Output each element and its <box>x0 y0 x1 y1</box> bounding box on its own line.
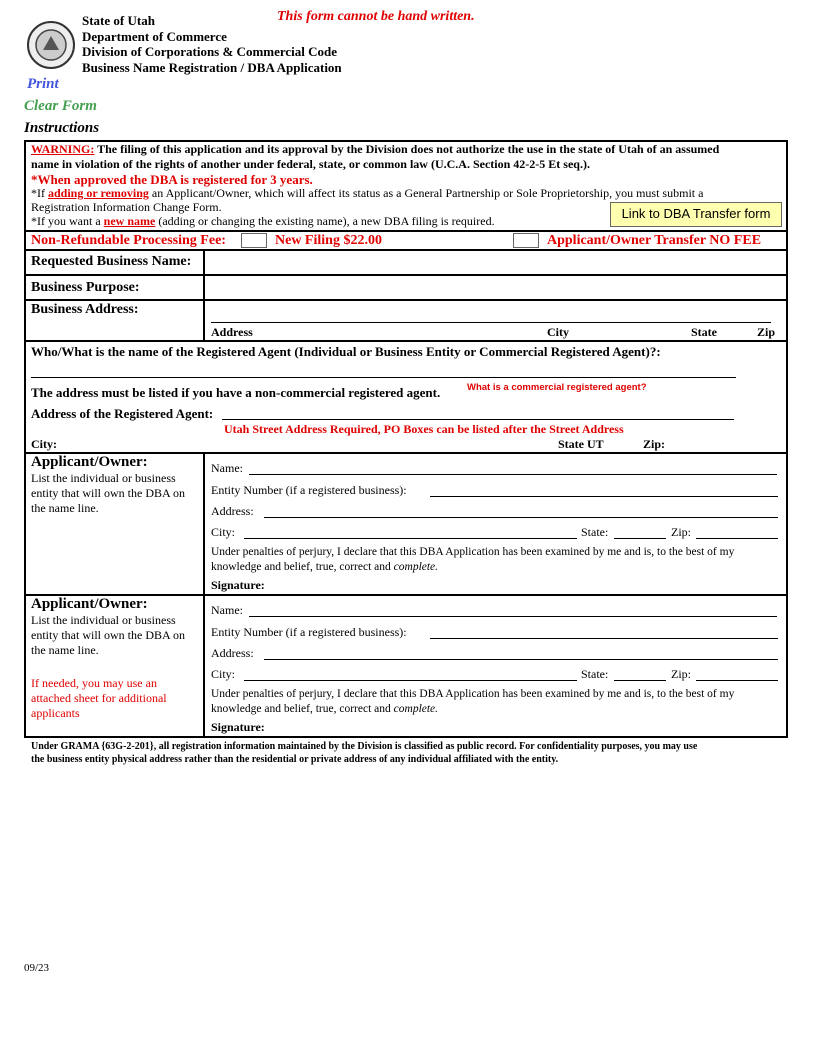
new-filing-label: New Filing $22.00 <box>275 233 382 248</box>
address-label: Address: <box>211 646 254 660</box>
text: List the individual or business <box>31 471 176 485</box>
fee-label: Non-Refundable Processing Fee: <box>31 233 226 248</box>
text: attached sheet for additional <box>31 691 167 705</box>
text: If needed, you may use an <box>31 676 157 690</box>
address-label: Business Address: <box>31 302 139 317</box>
dba-transfer-form-link[interactable]: Link to DBA Transfer form <box>610 202 782 227</box>
text: an Applicant/Owner, which will affect its status as a General Partnership or Sole Proprietorship, you must submit a <box>148 186 704 200</box>
entity-number-input[interactable] <box>430 623 779 639</box>
print-button[interactable]: Print <box>27 76 59 92</box>
requested-name-input[interactable] <box>208 252 787 274</box>
applicant-state-input[interactable] <box>614 665 668 681</box>
text: entity that will own the DBA on <box>31 486 185 500</box>
agent-address-label: Address of the Registered Agent: <box>31 406 214 421</box>
text: Registration Information Change Form. <box>31 200 222 214</box>
applicant-description <box>31 613 185 658</box>
text: entity that will own the DBA on <box>31 628 185 642</box>
perjury-declaration <box>211 545 734 575</box>
entity-number-label: Entity Number (if a registered business): <box>211 625 407 639</box>
divider <box>24 230 788 232</box>
agent-zip-label: Zip: <box>643 437 666 451</box>
divider <box>24 340 788 342</box>
underline <box>31 377 736 378</box>
header-line: Division of Corporations & Commercial Code <box>82 44 338 59</box>
applicant-zip-input[interactable] <box>696 665 780 681</box>
text: (adding or changing the existing name), a new DBA filing is required. <box>155 214 495 228</box>
underline <box>264 517 778 518</box>
zip-label: Zip: <box>671 667 691 681</box>
grama-notice <box>31 740 697 766</box>
text: Under penalties of perjury, I declare that this DBA Application has been examined by me and is, to the best of my <box>211 688 735 700</box>
signature-label: Signature: <box>211 578 265 592</box>
clear-form-button[interactable]: Clear Form <box>24 98 97 114</box>
applicant-zip-input[interactable] <box>696 523 780 539</box>
applicant-city-input[interactable] <box>244 523 578 539</box>
name-label: Name: <box>211 603 243 617</box>
adding-removing-emphasis: adding or removing <box>48 186 149 200</box>
perjury-declaration <box>211 687 734 717</box>
requested-name-label: Requested Business Name: <box>31 254 192 269</box>
signature-label: Signature: <box>211 720 265 734</box>
agent-name-input[interactable] <box>31 360 735 378</box>
applicant-section-2 <box>24 594 788 737</box>
col-address: Address <box>211 325 253 339</box>
transfer-checkbox[interactable] <box>513 233 539 248</box>
additional-applicants-note <box>31 676 167 721</box>
text: the business entity physical address rather than the residential or private address of any individual affiliated with the entity. <box>31 754 559 765</box>
divider <box>24 274 788 276</box>
applicant-address-input[interactable] <box>264 644 778 660</box>
divider <box>24 299 788 301</box>
agent-address-note: The address must be listed if you have a non-commercial registered agent. <box>31 385 441 400</box>
underline <box>614 680 666 681</box>
text: *If <box>31 186 48 200</box>
underline <box>211 322 771 323</box>
new-filing-checkbox[interactable] <box>241 233 267 248</box>
underline <box>264 659 778 660</box>
header-line: State of Utah <box>82 13 155 28</box>
name-label: Name: <box>211 461 243 475</box>
column-divider <box>203 594 205 737</box>
business-address-input[interactable] <box>208 303 787 323</box>
underline <box>244 538 577 539</box>
applicant-section-1 <box>24 452 788 595</box>
applicant-name-input[interactable] <box>249 459 778 475</box>
utah-address-note: Utah Street Address Required, PO Boxes can be listed after the Street Address <box>224 422 624 436</box>
entity-number-input[interactable] <box>430 481 779 497</box>
transfer-label: Applicant/Owner Transfer NO FEE <box>547 233 762 248</box>
underline <box>222 419 734 420</box>
header-line: Business Name Registration / DBA Application <box>82 59 342 75</box>
form-version: 09/23 <box>24 962 50 974</box>
underline <box>249 616 777 617</box>
warning-label: WARNING: <box>31 142 95 156</box>
divider <box>24 249 788 251</box>
text: the name line. <box>31 643 99 657</box>
purpose-label: Business Purpose: <box>31 280 140 295</box>
applicant-state-input[interactable] <box>614 523 668 539</box>
column-divider <box>203 452 205 595</box>
agent-city-label: City: <box>31 437 57 451</box>
col-city: City <box>547 325 569 339</box>
col-zip: Zip <box>757 325 776 339</box>
text: knowledge and belief, true, correct and <box>211 703 394 715</box>
agent-state-label: State UT <box>558 437 604 451</box>
warning-text <box>31 142 719 172</box>
utah-seal-logo <box>26 20 76 70</box>
underline <box>244 680 577 681</box>
city-label: City: <box>211 667 236 681</box>
registration-term: *When approved the DBA is registered for 3 years. <box>31 172 313 187</box>
text: Under GRAMA {63G-2-201}, all registration information maintained by the Division is classified as public record. For confidentiality purposes, you may use <box>31 741 698 752</box>
change-instruction <box>31 186 703 228</box>
text: complete. <box>393 703 439 715</box>
zip-label: Zip: <box>671 525 691 539</box>
new-name-emphasis: new name <box>103 214 156 228</box>
header-line: Department of Commerce <box>82 28 227 44</box>
underline <box>430 496 778 497</box>
applicant-description <box>31 471 185 516</box>
underline <box>696 680 778 681</box>
city-label: City: <box>211 525 236 539</box>
underline <box>614 538 666 539</box>
text: knowledge and belief, true, correct and <box>211 561 394 573</box>
applicant-address-input[interactable] <box>264 502 778 518</box>
entity-number-label: Entity Number (if a registered business): <box>211 483 407 497</box>
underline <box>696 538 778 539</box>
applicant-city-input[interactable] <box>244 665 578 681</box>
agent-question: Who/What is the name of the Registered Agent (Individual or Business Entity or Commercial Registered Agent)?: <box>31 344 661 359</box>
address-label: Address: <box>211 504 254 518</box>
state-label: State: <box>581 667 609 681</box>
text: *If you want a <box>31 214 104 228</box>
purpose-input[interactable] <box>208 277 787 299</box>
underline <box>249 474 777 475</box>
instructions-link[interactable]: Instructions <box>24 120 100 136</box>
applicant-title: Applicant/Owner: <box>31 454 148 470</box>
handwritten-notice: This form cannot be hand written. <box>277 9 475 24</box>
text: complete. <box>393 561 439 573</box>
underline <box>430 638 778 639</box>
column-divider <box>203 249 205 341</box>
col-state: State <box>691 325 717 339</box>
text: the name line. <box>31 501 99 515</box>
applicant-title: Applicant/Owner: <box>31 596 148 612</box>
warning-body: The filing of this application and its approval by the Division does not authorize the use in the state of Utah of an assumed <box>94 142 720 156</box>
text: applicants <box>31 706 80 720</box>
text: List the individual or business <box>31 613 176 627</box>
state-label: State: <box>581 525 609 539</box>
applicant-name-input[interactable] <box>249 601 778 617</box>
warning-body-2: name in violation of the rights of another under federal, state, or common law (U.C.A. Section 42-2-5 Et seq.). <box>31 157 590 171</box>
commercial-agent-link[interactable]: What is a commercial registered agent? <box>467 382 647 393</box>
text: Under penalties of perjury, I declare that this DBA Application has been examined by me and is, to the best of my <box>211 546 735 558</box>
